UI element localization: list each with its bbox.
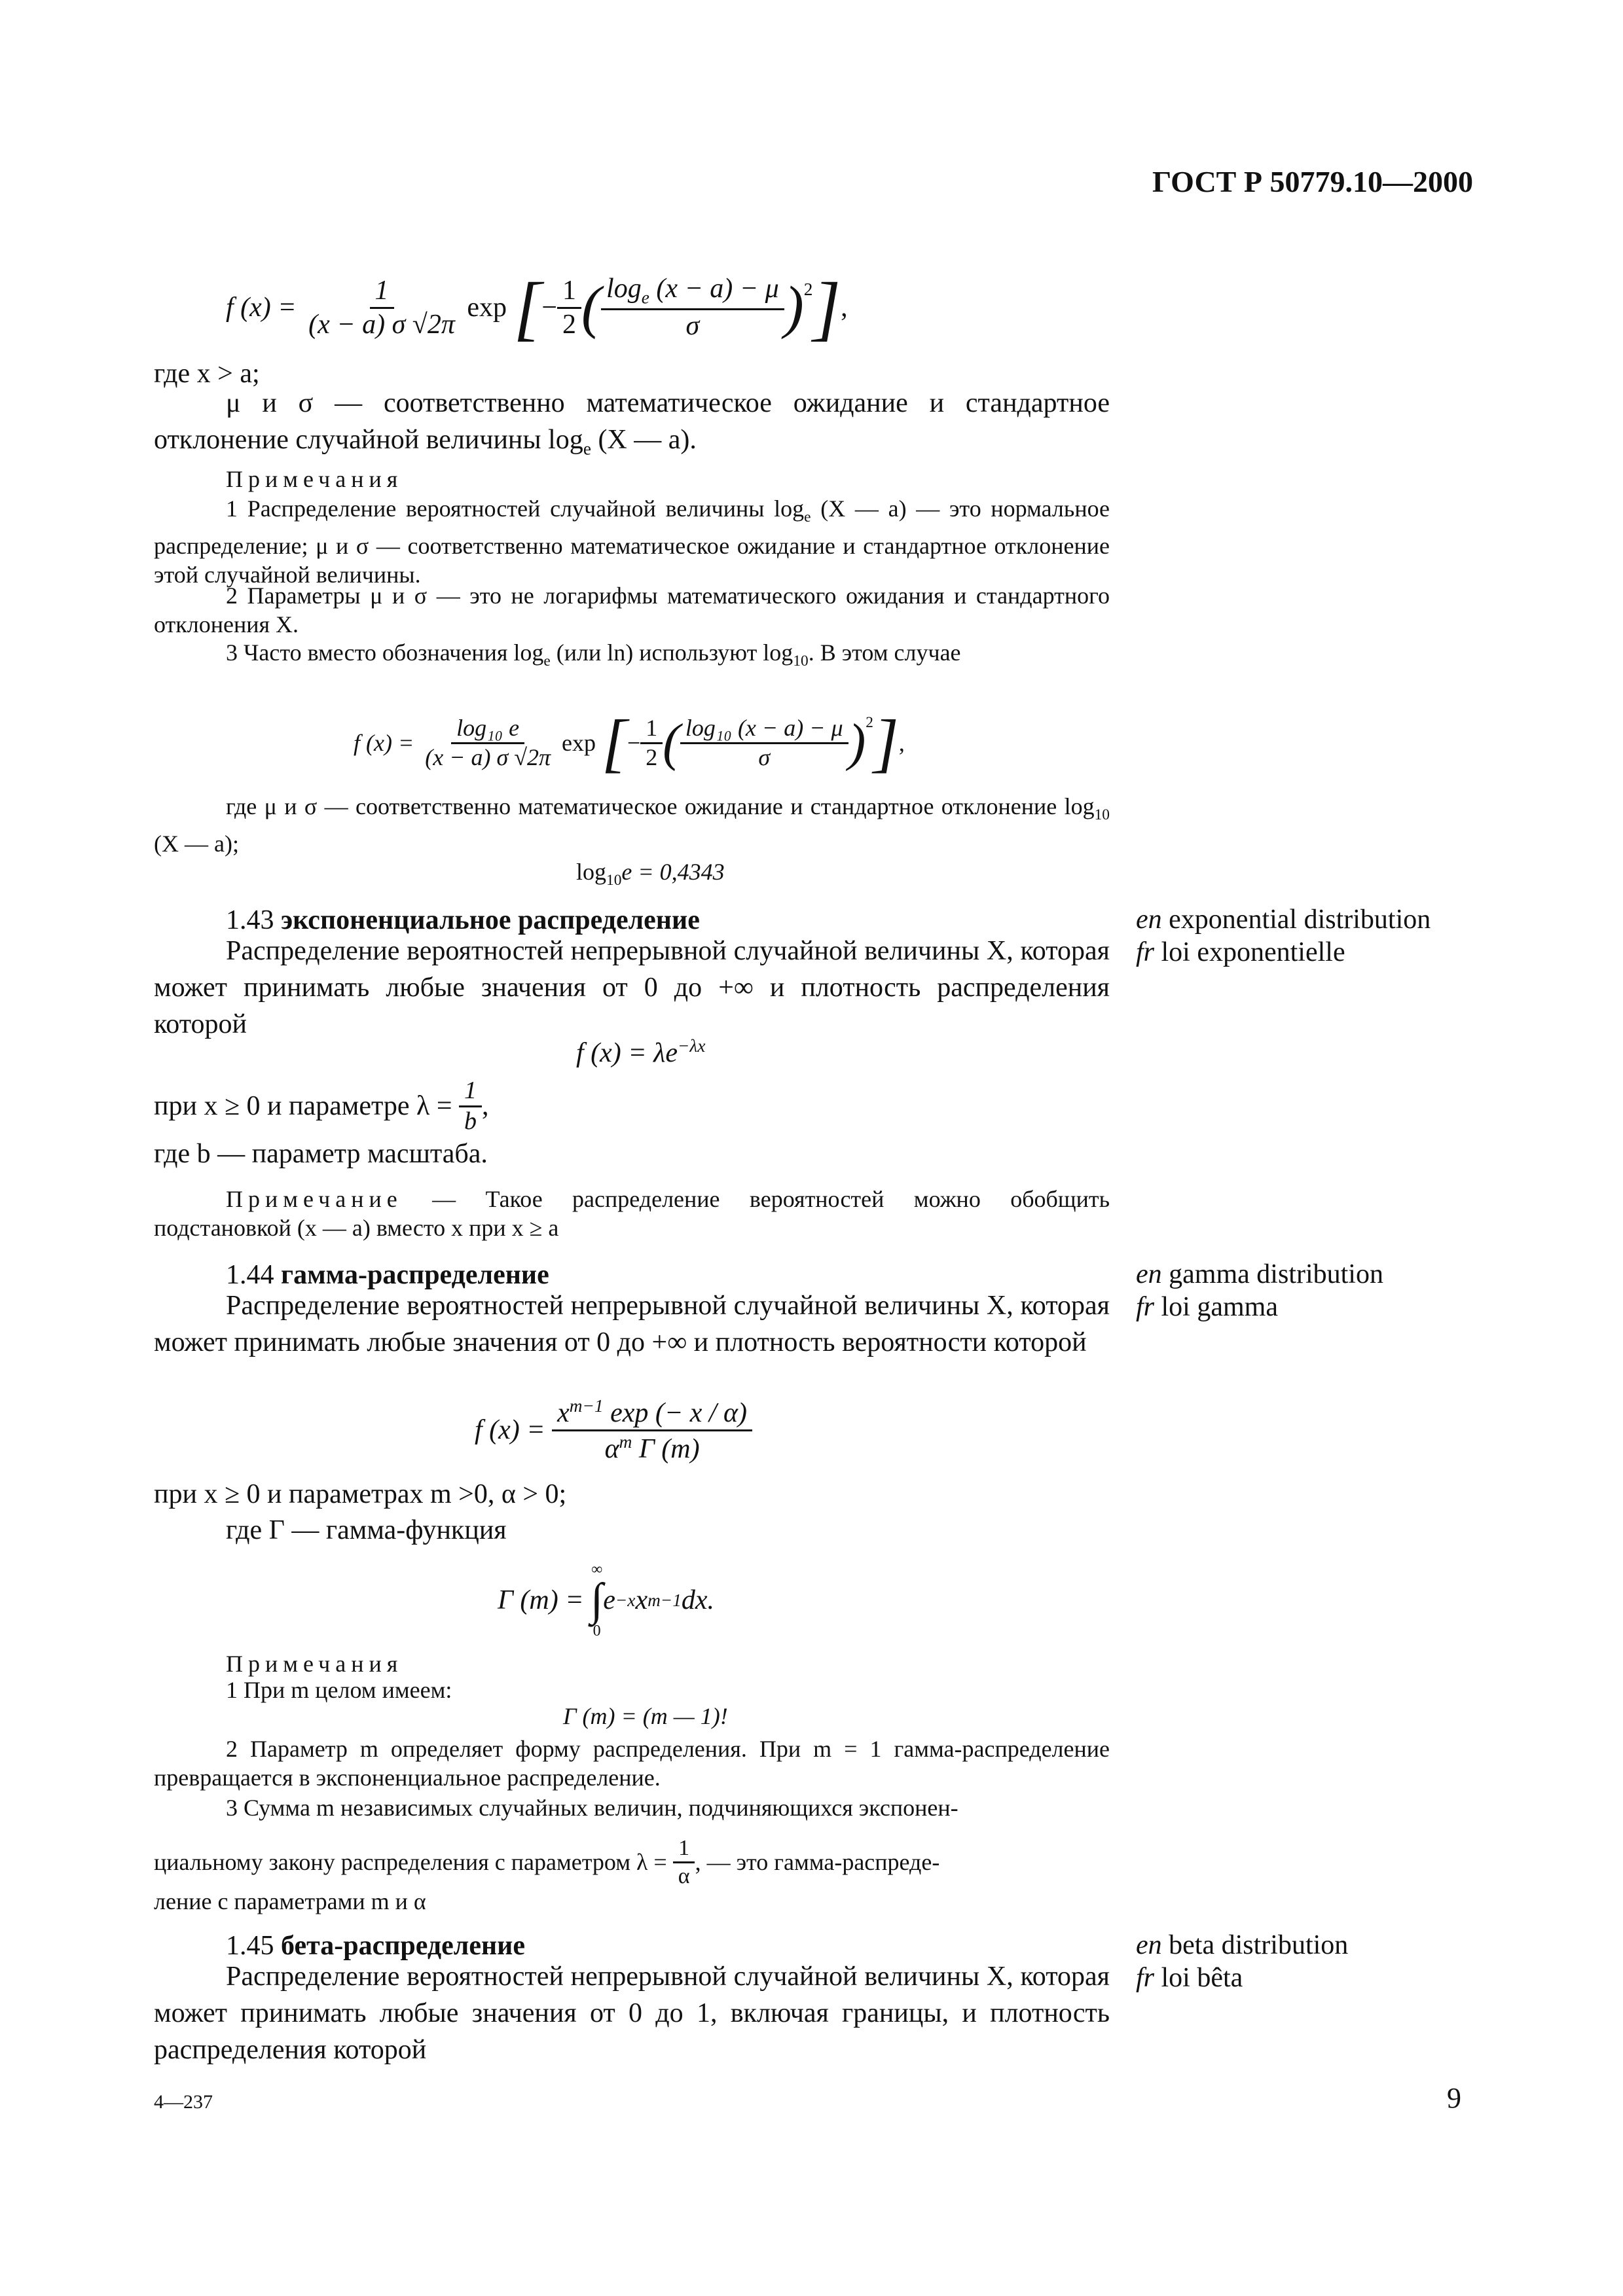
section-1-44-en: en gamma distribution: [1136, 1259, 1383, 1289]
section-1-44-fr: fr loi gamma: [1136, 1292, 1278, 1322]
formula-lognormal-log10: f (x) = $\frac{\text{log₁₀ e}}{(x - a) \sigma √2\pi}$ exp [ − $\frac{1}{2}$ ( $\frac{\text{log₁₀ (x − a) − μ}}{\sigma}$ ) $^2$ ] ,: [354, 706, 905, 779]
formula-lognormal: f (x) = $\frac{1}{(x - a) \sigma √2\pi}$ exp [ − $\frac{1}{2}$ ( $\frac{\log_e (x - a) - \mu}{\sigma}$ ) $^2$ ] ,: [226, 268, 848, 348]
notes-heading: Примечания: [226, 466, 403, 492]
gamma-condition: при x ≥ 0 и параметрах m >0, α > 0;: [154, 1479, 567, 1509]
section-1-45-en: en beta distribution: [1136, 1930, 1349, 1960]
note-1: 1 Распределение вероятностей случайной величины $\log_e (X$ — a) — это нормальное распределение; μ и σ — соответственно математическое ожидание и стандартное отклонение этой случайной величины.: [154, 495, 1110, 588]
gamma-note-3-line3: ление с параметрами m и α: [154, 1888, 426, 1914]
section-1-43-heading: 1.43 экспоненциальное распределение: [226, 905, 700, 935]
gamma-note-3-line2: циальному закону распределения с параметром λ = $\frac{1}{\alpha}$ , — это гамма-распреде-: [154, 1835, 940, 1888]
gamma-function-formula: Γ (m) = ∞ ∫ 0 e −x x m−1 dx.: [498, 1561, 715, 1640]
formula-lhs: f (x) =: [226, 293, 297, 323]
formula-fraction: $\frac{1}{(x - a) \sigma √2\pi}$: [308, 276, 455, 340]
section-1-44-body: Распределение вероятностей непрерывной случайной величины X, которая может принимать любые значения от 0 до +∞ и плотность вероятности которой: [154, 1291, 1110, 1357]
gamma-density-formula: f (x) = $\frac{x^{m-1} \exp (- x / \alpha)}{\alpha^m \Gamma (m)}$: [475, 1391, 752, 1469]
gamma-function-text: где Γ — гамма-функция: [226, 1515, 507, 1545]
section-1-44-heading: 1.44 гамма-распределение: [226, 1260, 549, 1290]
log10e-value: $\log_{10}e = 0,4343$: [576, 859, 725, 889]
exponential-condition: при x ≥ 0 и параметре λ = $\frac{1}{b}$ ,: [154, 1076, 489, 1135]
print-code: 4—237: [154, 2091, 213, 2113]
where-x-gt-a: где x > a;: [154, 359, 260, 389]
gamma-note-3-line1: 3 Сумма m независимых случайных величин, подчиняющихся экспонен-: [226, 1795, 958, 1821]
section-1-43-fr: fr loi exponentielle: [1136, 937, 1345, 967]
gamma-note-1: 1 При m целом имеем:: [226, 1677, 452, 1703]
section-1-43-note: Примечание — Такое распределение вероятностей можно обобщить подстановкой (x — a) вместо x при x ≥ a: [154, 1186, 1110, 1241]
gamma-note-2: 2 Параметр m определяет форму распределения. При m = 1 гамма-распределение превращается в экспоненциальное распределение.: [154, 1736, 1110, 1791]
gamma-notes-heading: Примечания: [226, 1651, 403, 1677]
section-1-43-body: Распределение вероятностей непрерывной случайной величины X, которая может принимать любые значения от 0 до +∞ и плотность распределения которой: [154, 936, 1110, 1039]
gamma-factorial-formula: Γ (m) = (m — 1)!: [563, 1703, 728, 1729]
exponential-formula: f $(x) = \lambda e^{-\lambda x}$: [576, 1036, 706, 1068]
note-3: 3 Часто вместо обозначения $\log_e (или$ ln) используют $\log_{10}$. В этом случае: [226, 639, 961, 670]
note-2: 2 Параметры μ и σ — это не логарифмы математического ожидания и стандартного отклонения X.: [154, 583, 1110, 637]
mu-sigma-text: μ и σ — соответственно математическое ожидание и стандартное отклонение случайной величины $\log_e (X$ — a).: [154, 388, 1110, 459]
section-1-45-fr: fr loi bêta: [1136, 1963, 1243, 1993]
scale-parameter-text: где b — параметр масштаба.: [154, 1139, 488, 1169]
section-1-45-heading: 1.45 бета-распределение: [226, 1931, 525, 1961]
section-1-43-en: en exponential distribution: [1136, 905, 1431, 935]
page-number: 9: [1447, 2082, 1461, 2114]
standard-designation: ГОСТ Р 50779.10—2000: [1152, 165, 1473, 198]
where-mu-sigma-log10: где μ и σ — соответственно математическое ожидание и стандартное отклонение $\log_{10} (X$ — a);: [154, 793, 1110, 857]
section-1-45-body: Распределение вероятностей непрерывной случайной величины X, которая может принимать любые значения от 0 до 1, включая границы, и плотность распределения которой: [154, 1962, 1110, 2065]
